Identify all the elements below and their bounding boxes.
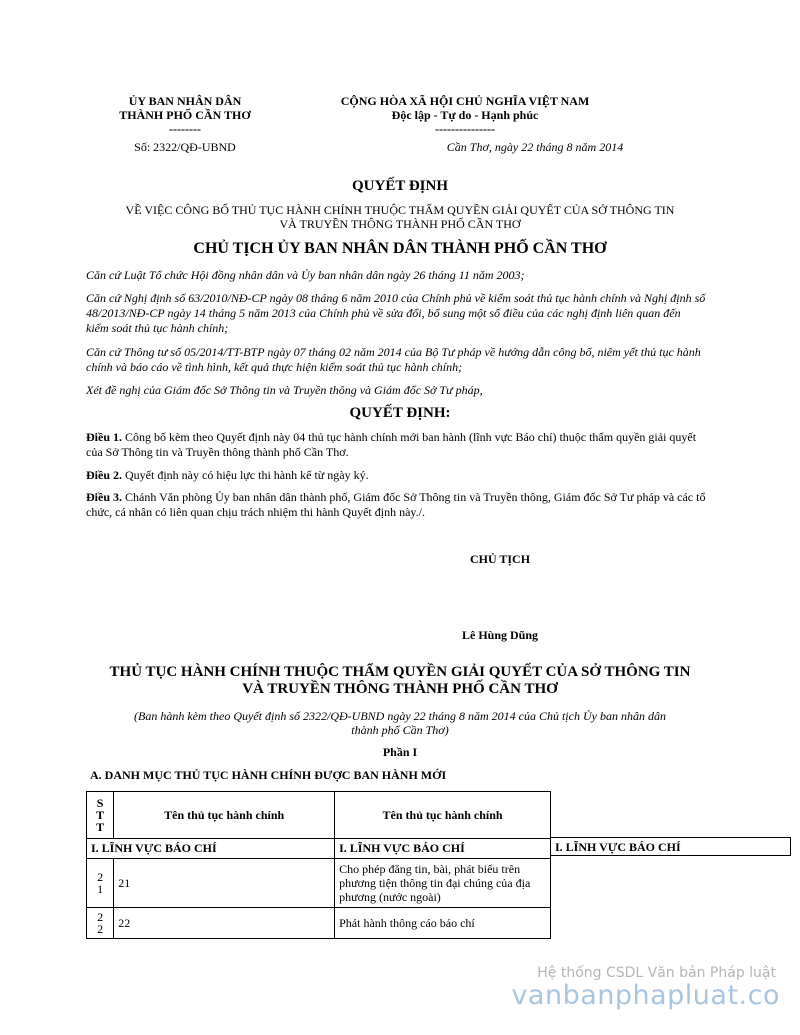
row-code: 22 <box>114 908 335 939</box>
appendix-title <box>0 664 800 698</box>
stt-header-char: T <box>96 808 105 822</box>
group-label-overflow: I. LĨNH VỰC BÁO CHÍ <box>551 837 791 856</box>
row-name: Phát hành thông cáo báo chí <box>335 908 551 939</box>
table-group-row <box>87 839 551 859</box>
motto: Độc lập - Tự do - Hạnh phúc <box>391 108 539 122</box>
row-stt <box>87 908 114 939</box>
section-heading: A. DANH MỤC THỦ TỤC HÀNH CHÍNH ĐƯỢC BAN HÀNH MỚI <box>90 768 447 782</box>
row-stt-char: 2 <box>97 910 104 924</box>
national-motto-block <box>300 94 630 136</box>
signer-title: CHỦ TỊCH <box>469 552 531 566</box>
national-name: CỘNG HÒA XÃ HỘI CHỦ NGHĨA VIỆT NAM <box>340 94 590 108</box>
appendix-note-line-2: thành phố Cần Thơ) <box>351 723 449 737</box>
authority-title: CHỦ TỊCH ỦY BAN NHÂN DÂN THÀNH PHỐ CẦN THƠ <box>193 240 607 257</box>
decision-subject-line-1: VỀ VIỆC CÔNG BỐ THỦ TỤC HÀNH CHÍNH THUỘC THẨM QUYỀN GIẢI QUYẾT CỦA SỞ THÔNG TIN <box>125 203 675 217</box>
row-stt-char: 2 <box>97 870 104 884</box>
signer-name: Lê Hùng Dũng <box>461 628 539 642</box>
group-label-col3: I. LĨNH VỰC BÁO CHÍ <box>335 839 551 859</box>
row-stt-char: 1 <box>97 882 104 896</box>
row-code: 21 <box>114 859 335 908</box>
group-label: I. LĨNH VỰC BÁO CHÍ <box>87 839 335 859</box>
decide-title: QUYẾT ĐỊNH: <box>349 405 451 421</box>
issuer-line-2: THÀNH PHỐ CẦN THƠ <box>119 108 251 122</box>
part-heading: Phần I <box>382 745 418 759</box>
stt-header <box>87 792 114 839</box>
row-stt <box>87 859 114 908</box>
basis-2: Căn cứ Nghị định số 63/2010/NĐ-CP ngày 08 tháng 6 năm 2010 của Chính phủ về kiểm soát thủ tục hành chính và Nghị định số 48/2013/NĐ-CP ngày 14 tháng 5 năm 2013 của Chính phủ về sửa đổi, bổ sung một số điều của các nghị định liên quan đến kiểm soát thủ tục hành chính; <box>86 291 706 335</box>
article-2-label: Điều 2. <box>86 468 122 482</box>
issuer-line-1: ỦY BAN NHÂN DÂN <box>128 94 242 108</box>
appendix-title-line-1: THỦ TỤC HÀNH CHÍNH THUỘC THẨM QUYỀN GIẢI QUYẾT CỦA SỞ THÔNG TIN <box>109 664 691 680</box>
decision-subject-line-2: VÀ TRUYỀN THÔNG THÀNH PHỐ CẦN THƠ <box>279 217 521 231</box>
article-1-label: Điều 1. <box>86 430 122 444</box>
watermark-line-2: vanbanphapluat.co <box>511 980 780 1011</box>
procedure-name-header-2: Tên thủ tục hành chính <box>335 792 551 839</box>
document-number: Số: 2322/QĐ-UBND <box>134 140 236 154</box>
table-header-row <box>87 792 551 839</box>
article-2-text: Quyết định này có hiệu lực thi hành kể từ ngày ký. <box>122 468 369 482</box>
watermark-line-1: Hệ thống CSDL Văn bản Pháp luật <box>537 965 776 981</box>
procedure-name-header: Tên thủ tục hành chính <box>114 792 335 839</box>
issue-date: Cần Thơ, ngày 22 tháng 8 năm 2014 <box>446 140 624 154</box>
article-1-text: Công bố kèm theo Quyết định này 04 thủ tục hành chính mới ban hành (lĩnh vực Báo chí) thuộc thẩm quyền giải quyết của Sở Thông tin và Truyền thông thành phố Cần Thơ. <box>86 430 697 459</box>
decision-title: QUYẾT ĐỊNH <box>352 178 448 194</box>
motto-separator: --------------- <box>435 122 495 136</box>
row-name: Cho phép đăng tin, bài, phát biểu trên phương tiện thông tin đại chúng của địa phương (nước ngoài) <box>335 859 551 908</box>
table-row <box>87 859 551 908</box>
basis-4: Xét đề nghị của Giám đốc Sở Thông tin và Truyền thông và Giám đốc Sở Tư pháp, <box>86 383 483 397</box>
article-3 <box>86 490 706 520</box>
issuer-separator: -------- <box>169 122 201 136</box>
article-1 <box>86 430 706 460</box>
article-3-text: Chánh Văn phòng Ủy ban nhân dân thành phố, Giám đốc Sở Thông tin và Truyền thông, Giám đốc Sở Tư pháp và các tổ chức, cá nhân có liên quan chịu trách nhiệm thi hành Quyết định này./. <box>86 490 706 519</box>
decision-subject <box>60 203 740 231</box>
basis-3: Căn cứ Thông tư số 05/2014/TT-BTP ngày 07 tháng 02 năm 2014 của Bộ Tư pháp về hướng dẫn công bố, niêm yết thủ tục hành chính và báo cáo về tình hình, kết quả thực hiện kiểm soát thủ tục hành chính; <box>86 345 701 374</box>
appendix-note-line-1: (Ban hành kèm theo Quyết định số 2322/QĐ-UBND ngày 22 tháng 8 năm 2014 của Chủ tịch Ủy ban nhân dân <box>134 709 666 723</box>
stt-header-char: T <box>96 820 105 834</box>
article-3-label: Điều 3. <box>86 490 122 504</box>
table-row <box>87 908 551 939</box>
appendix-note <box>60 709 740 737</box>
basis-1: Căn cứ Luật Tổ chức Hội đồng nhân dân và Ủy ban nhân dân ngày 26 tháng 11 năm 2003; <box>86 268 525 282</box>
issuer-block <box>100 94 270 136</box>
appendix-title-line-2: VÀ TRUYỀN THÔNG THÀNH PHỐ CẦN THƠ <box>242 681 558 697</box>
stt-header-char: S <box>96 796 104 810</box>
article-2 <box>86 468 706 483</box>
procedure-table <box>86 791 551 939</box>
row-stt-char: 2 <box>97 922 104 936</box>
